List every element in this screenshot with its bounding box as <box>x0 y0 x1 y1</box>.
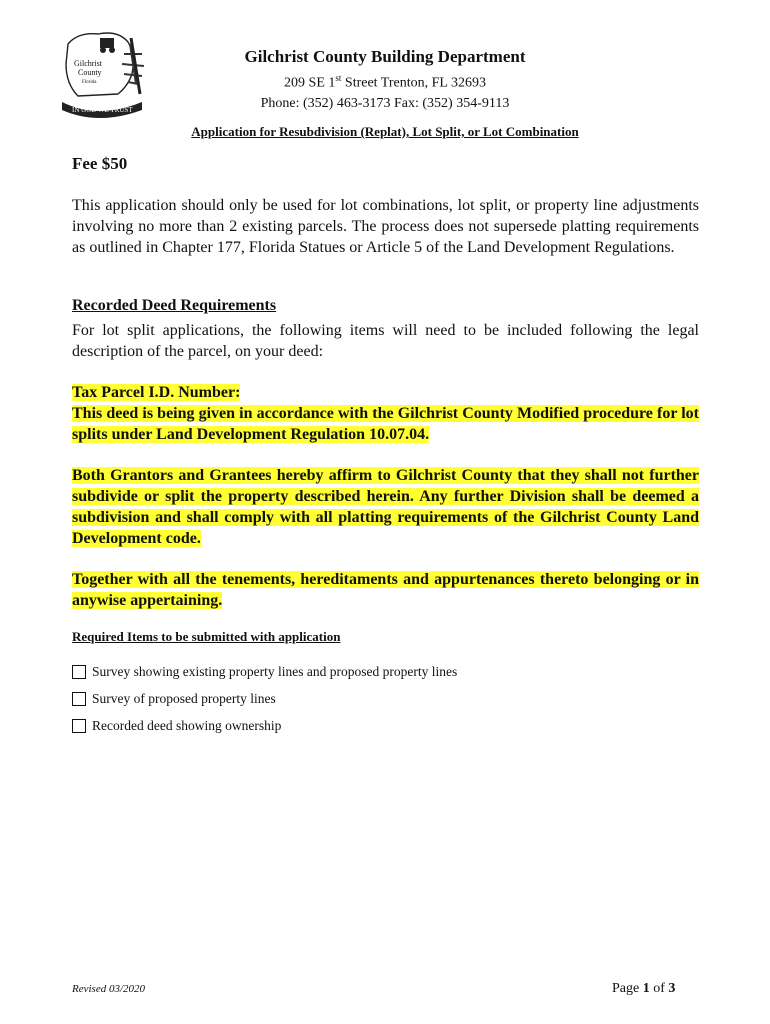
intro-paragraph: This application should only be used for lot combinations, lot split, or property line adjustments involving no more than 2 existing parcels. The process does not supersede platting requirements as outlined in Chapter 177, Florida Statues or Article 5 of the Land Development Regulations. <box>72 197 699 256</box>
recorded-deed-heading: Recorded Deed Requirements <box>72 297 277 314</box>
checkbox-label: Survey showing existing property lines and proposed property lines <box>92 663 458 679</box>
required-items-heading: Required Items to be submitted with application <box>72 629 341 644</box>
tax-parcel-label: Tax Parcel I.D. Number: <box>72 384 241 401</box>
deed-statement-block <box>72 382 699 445</box>
logo-text-line2: County <box>78 68 102 77</box>
page-number <box>612 981 675 997</box>
together-block <box>72 569 699 611</box>
page-current: 1 <box>642 981 650 996</box>
department-phone: Phone: (352) 463-3173 Fax: (352) 354-9113 <box>260 95 510 111</box>
logo-text-line1: Gilchrist <box>74 59 102 68</box>
checkbox-survey-existing[interactable] <box>72 665 86 679</box>
department-name: Gilchrist County Building Department <box>244 47 526 66</box>
address-suffix: Street Trenton, FL 32693 <box>341 75 486 91</box>
checkbox-label: Survey of proposed property lines <box>92 690 276 706</box>
list-item <box>72 712 457 739</box>
affirm-text: Both Grantors and Grantees hereby affirm to Gilchrist County that they shall not further subdivide or split the property described herein. Any further Division shall be deemed a subdivision and shall comply with all platting requirements of the Gilchrist County Land Development code. <box>72 467 699 547</box>
logo-text-line3: Florida <box>82 80 97 85</box>
department-address <box>150 68 620 94</box>
address-sup: st <box>335 73 342 83</box>
required-items-list <box>72 658 457 739</box>
affirm-block <box>72 465 699 549</box>
checkbox-label: Recorded deed showing ownership <box>92 717 282 733</box>
page-header <box>150 46 620 114</box>
list-item <box>72 658 457 685</box>
county-seal-icon <box>58 24 150 118</box>
revision-date: Revised 03/2020 <box>72 983 146 995</box>
page-label: Page <box>612 981 643 996</box>
application-title: Application for Resubdivision (Replat), Lot Split, or Lot Combination <box>191 124 579 139</box>
address-prefix: 209 SE 1 <box>284 75 336 91</box>
logo-motto: IN GOD WE TRUST <box>72 106 133 114</box>
fee-amount: Fee $50 <box>72 154 128 173</box>
list-item <box>72 685 457 712</box>
together-text: Together with all the tenements, hereditaments and appurtenances thereto belonging or in anywise appertaining. <box>72 571 699 609</box>
county-logo <box>58 24 150 118</box>
page-total: 3 <box>668 981 676 996</box>
page-of: of <box>649 981 669 996</box>
checkbox-survey-proposed[interactable] <box>72 692 86 706</box>
deed-given-text: This deed is being given in accordance with the Gilchrist County Modified procedure for lot splits under Land Development Regulation 10.07.04. <box>72 405 699 443</box>
checkbox-recorded-deed[interactable] <box>72 719 86 733</box>
recorded-deed-description: For lot split applications, the following items will need to be included following the legal description of the parcel, on your deed: <box>72 322 699 360</box>
